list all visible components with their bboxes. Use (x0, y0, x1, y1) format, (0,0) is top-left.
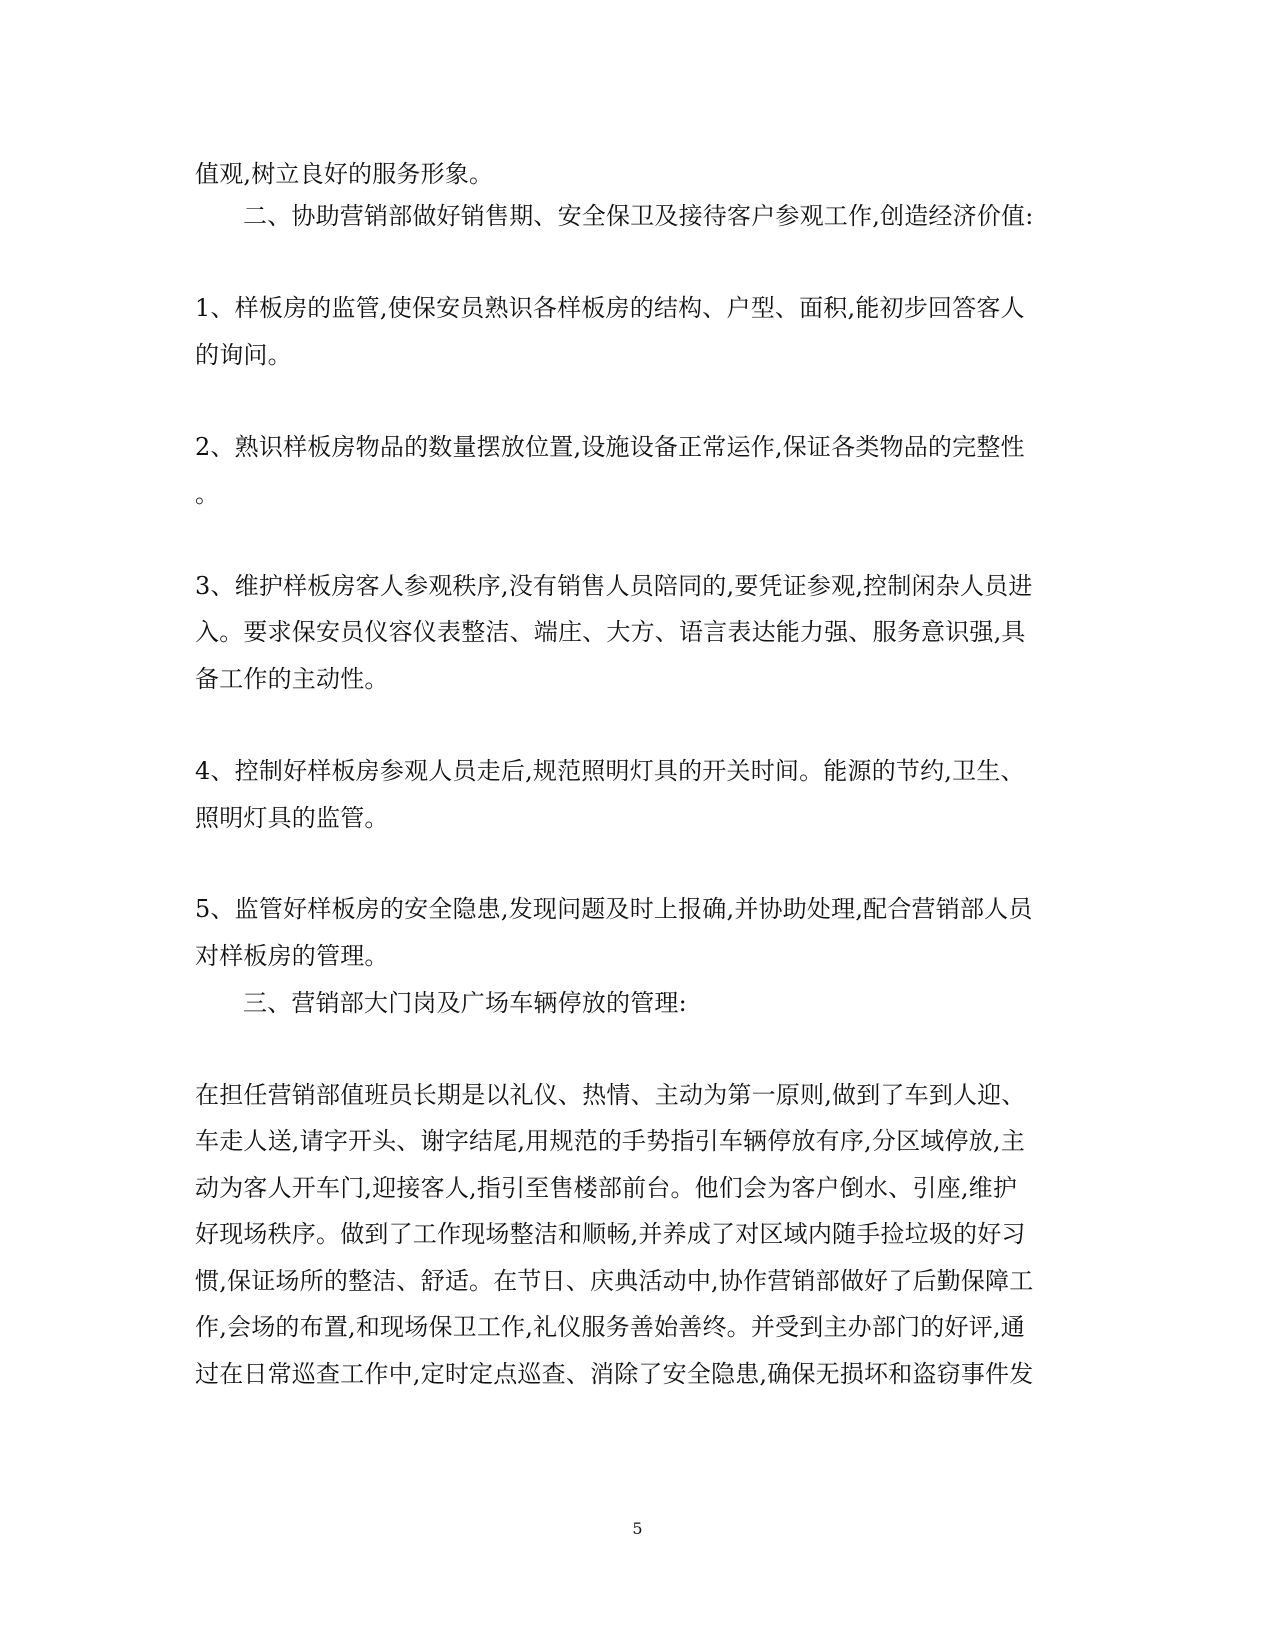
text-line: 2、熟识样板房物品的数量摆放位置,设施设备正常运作,保证各类物品的完整性 (195, 433, 1025, 461)
page-number: 5 (632, 1519, 643, 1538)
text-line: 的询问。 (195, 341, 292, 369)
text-line: 动为客人开车门,迎接客人,指引至售楼部前台。他们会为客户倒水、引座,维护 (195, 1174, 1018, 1202)
text-line: 值观,树立良好的服务形象。 (195, 160, 494, 188)
text-line: 入。要求保安员仪容仪表整洁、端庄、大方、语言表达能力强、服务意识强,具 (195, 618, 1026, 646)
text-line: 5、监管好样板房的安全隐患,发现问题及时上报确,并协助处理,配合营销部人员 (195, 895, 1033, 923)
text-line: 。 (195, 480, 220, 508)
section-heading: 三、营销部大门岗及广场车辆停放的管理: (243, 989, 687, 1017)
text-line: 在担任营销部值班员长期是以礼仪、热情、主动为第一原则,做到了车到人迎、 (195, 1081, 1026, 1109)
section-heading: 二、协助营销部做好销售期、安全保卫及接待客户参观工作,创造经济价值: (243, 202, 1034, 230)
text-line: 照明灯具的监管。 (195, 804, 389, 832)
text-line: 4、控制好样板房参观人员走后,规范照明灯具的开关时间。能源的节约,卫生、 (195, 757, 1025, 785)
text-line: 对样板房的管理。 (195, 942, 389, 970)
text-line: 作,会场的布置,和现场保卫工作,礼仪服务善始善终。并受到主办部门的好评,通 (195, 1313, 1025, 1341)
text-line: 3、维护样板房客人参观秩序,没有销售人员陪同的,要凭证参观,控制闲杂人员进 (195, 572, 1033, 600)
text-line: 备工作的主动性。 (195, 665, 389, 693)
text-line: 1、样板房的监管,使保安员熟识各样板房的结构、户型、面积,能初步回答客人 (195, 294, 1025, 322)
text-line: 惯,保证场所的整洁、舒适。在节日、庆典活动中,协作营销部做好了后勤保障工 (195, 1267, 1034, 1295)
text-line: 车走人送,请字开头、谢字结尾,用规范的手势指引车辆停放有序,分区域停放,主 (195, 1127, 1025, 1155)
text-line: 过在日常巡查工作中,定时定点巡查、消除了安全隐患,确保无损坏和盗窃事件发 (195, 1360, 1034, 1388)
text-line: 好现场秩序。做到了工作现场整洁和顺畅,并养成了对区域内随手捡垃圾的好习 (195, 1220, 1026, 1248)
